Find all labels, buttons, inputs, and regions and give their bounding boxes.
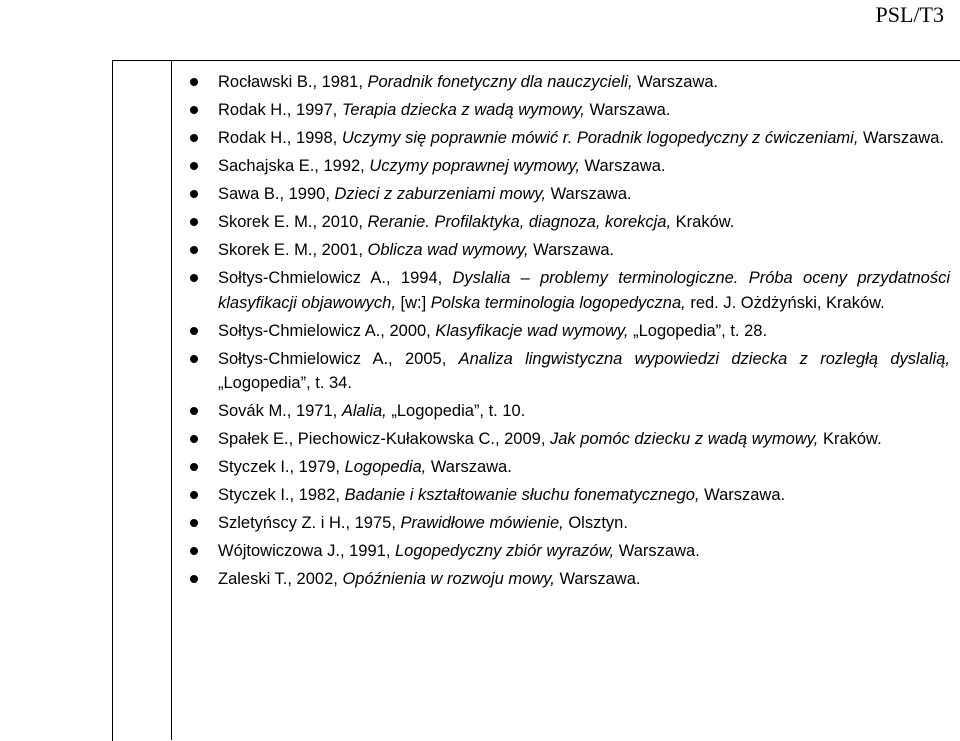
- entry-text: Wójtowiczowa J., 1991,: [218, 542, 395, 560]
- entry-title: Reranie. Profilaktyka, diagnoza, korekcja,: [367, 213, 672, 231]
- bullet-icon: [190, 106, 198, 114]
- entry-text: Kraków.: [671, 213, 735, 231]
- entry-title: Dzieci z zaburzeniami mowy,: [334, 185, 547, 203]
- bibliography-entry: [190, 98, 950, 123]
- bullet-icon: [190, 246, 198, 254]
- entry-text: Sołtys-Chmielowicz A., 1994,: [218, 269, 453, 287]
- entry-text: „Logopedia”, t. 34.: [218, 374, 352, 392]
- bullet-icon: [190, 547, 198, 555]
- entry-title: Badanie i kształtowanie słuchu fonematycznego,: [344, 486, 700, 504]
- entry-title: Uczymy poprawnej wymowy,: [369, 157, 580, 175]
- entry-title: Uczymy się poprawnie mówić r. Poradnik logopedyczny z ćwiczeniami,: [341, 129, 859, 147]
- entry-text: Sovák M., 1971,: [218, 402, 342, 420]
- bibliography-entry: [190, 427, 950, 452]
- entry-text: Warszawa.: [699, 486, 786, 504]
- bullet-icon: [190, 134, 198, 142]
- bibliography-entry: [190, 266, 950, 315]
- entry-text: Warszawa.: [632, 73, 719, 91]
- bullet-icon: [190, 435, 198, 443]
- bibliography-entry: [190, 511, 950, 536]
- entry-title: Jak pomóc dziecku z wadą wymowy,: [550, 430, 819, 448]
- entry-title: Terapia dziecka z wadą wymowy,: [341, 101, 585, 119]
- entry-text: Warszawa.: [554, 570, 641, 588]
- entry-title: Logopedyczny zbiór wyrazów,: [395, 542, 615, 560]
- bibliography-entry: [190, 319, 950, 344]
- entry-title: Prawidłowe mówienie,: [400, 514, 564, 532]
- entry-text: Skorek E. M., 2001,: [218, 241, 368, 259]
- entry-text: Warszawa.: [858, 129, 944, 147]
- entry-title: Logopedia,: [344, 458, 427, 476]
- bullet-icon: [190, 190, 198, 198]
- entry-text: Szletyńscy Z. i H., 1975,: [218, 514, 401, 532]
- entry-title: Analiza lingwistyczna wypowiedzi dziecka z rozległą dyslalią,: [458, 349, 950, 368]
- entry-text: Sołtys-Chmielowicz A., 2005,: [218, 349, 459, 368]
- entry-text: Styczek I., 1982,: [218, 486, 345, 504]
- bullet-icon: [190, 218, 198, 226]
- bullet-icon: [190, 519, 198, 527]
- entry-title: Dyslalia – problemy terminologiczne. Próba oceny przydatności klasyfikacji objawowych,: [218, 269, 950, 312]
- bullet-icon: [190, 407, 198, 415]
- bibliography-entry: [190, 567, 950, 592]
- bullet-icon: [190, 78, 198, 86]
- bibliography-entry: [190, 483, 950, 508]
- bibliography-entry: [190, 210, 950, 235]
- bibliography-entry: [190, 399, 950, 424]
- bibliography-entry: [190, 455, 950, 480]
- entry-text: [w:]: [395, 293, 431, 312]
- entry-text: Olsztyn.: [563, 514, 628, 532]
- bullet-icon: [190, 162, 198, 170]
- entry-text: Warszawa.: [614, 542, 700, 560]
- bibliography-entry: [190, 70, 950, 95]
- entry-title: Poradnik fonetyczny dla nauczycieli,: [367, 73, 633, 91]
- bibliography-entry: [190, 347, 950, 396]
- bullet-icon: [190, 327, 198, 335]
- entry-title: Polska terminologia logopedyczna,: [430, 293, 686, 312]
- entry-title: Oblicza wad wymowy,: [367, 241, 529, 259]
- bullet-icon: [190, 575, 198, 583]
- entry-text: Rodak H., 1998,: [218, 129, 342, 147]
- entry-text: Rocławski B., 1981,: [218, 73, 368, 91]
- entry-text: Spałek E., Piechowicz-Kułakowska C., 2009,: [218, 430, 550, 448]
- entry-text: red. J. Ożdżyński, Kraków.: [685, 293, 885, 312]
- bibliography-entry: [190, 182, 950, 207]
- bibliography-entry: [190, 154, 950, 179]
- bullet-icon: [190, 274, 198, 282]
- entry-text: Warszawa.: [426, 458, 512, 476]
- entry-text: Sawa B., 1990,: [218, 185, 335, 203]
- entry-text: Warszawa.: [584, 101, 671, 119]
- entry-text: „Logopedia”, t. 28.: [628, 321, 768, 340]
- bibliography-entry: [190, 126, 950, 151]
- bullet-icon: [190, 463, 198, 471]
- entry-text: Warszawa.: [546, 185, 632, 203]
- bullet-icon: [190, 355, 198, 363]
- entry-title: Opóźnienia w rozwoju mowy,: [342, 570, 555, 588]
- entry-text: Warszawa.: [528, 241, 615, 259]
- entry-text: Styczek I., 1979,: [218, 458, 345, 476]
- bibliography-entry: [190, 539, 950, 564]
- entry-title: Alalia,: [341, 402, 387, 420]
- bibliography-list: [190, 70, 950, 595]
- page-code: PSL/T3: [875, 2, 944, 27]
- bibliography-entry: [190, 238, 950, 263]
- entry-text: „Logopedia”, t. 10.: [386, 402, 526, 420]
- entry-text: Skorek E. M., 2010,: [218, 213, 368, 231]
- entry-text: Zaleski T., 2002,: [218, 570, 343, 588]
- entry-text: Kraków.: [818, 430, 882, 448]
- entry-text: Sachajska E., 1992,: [218, 157, 370, 175]
- entry-text: Rodak H., 1997,: [218, 101, 342, 119]
- entry-text: Warszawa.: [579, 157, 666, 175]
- entry-title: Klasyfikacje wad wymowy,: [435, 321, 629, 340]
- entry-text: Sołtys-Chmielowicz A., 2000,: [218, 321, 436, 340]
- bullet-icon: [190, 491, 198, 499]
- table-column-divider: [171, 60, 172, 740]
